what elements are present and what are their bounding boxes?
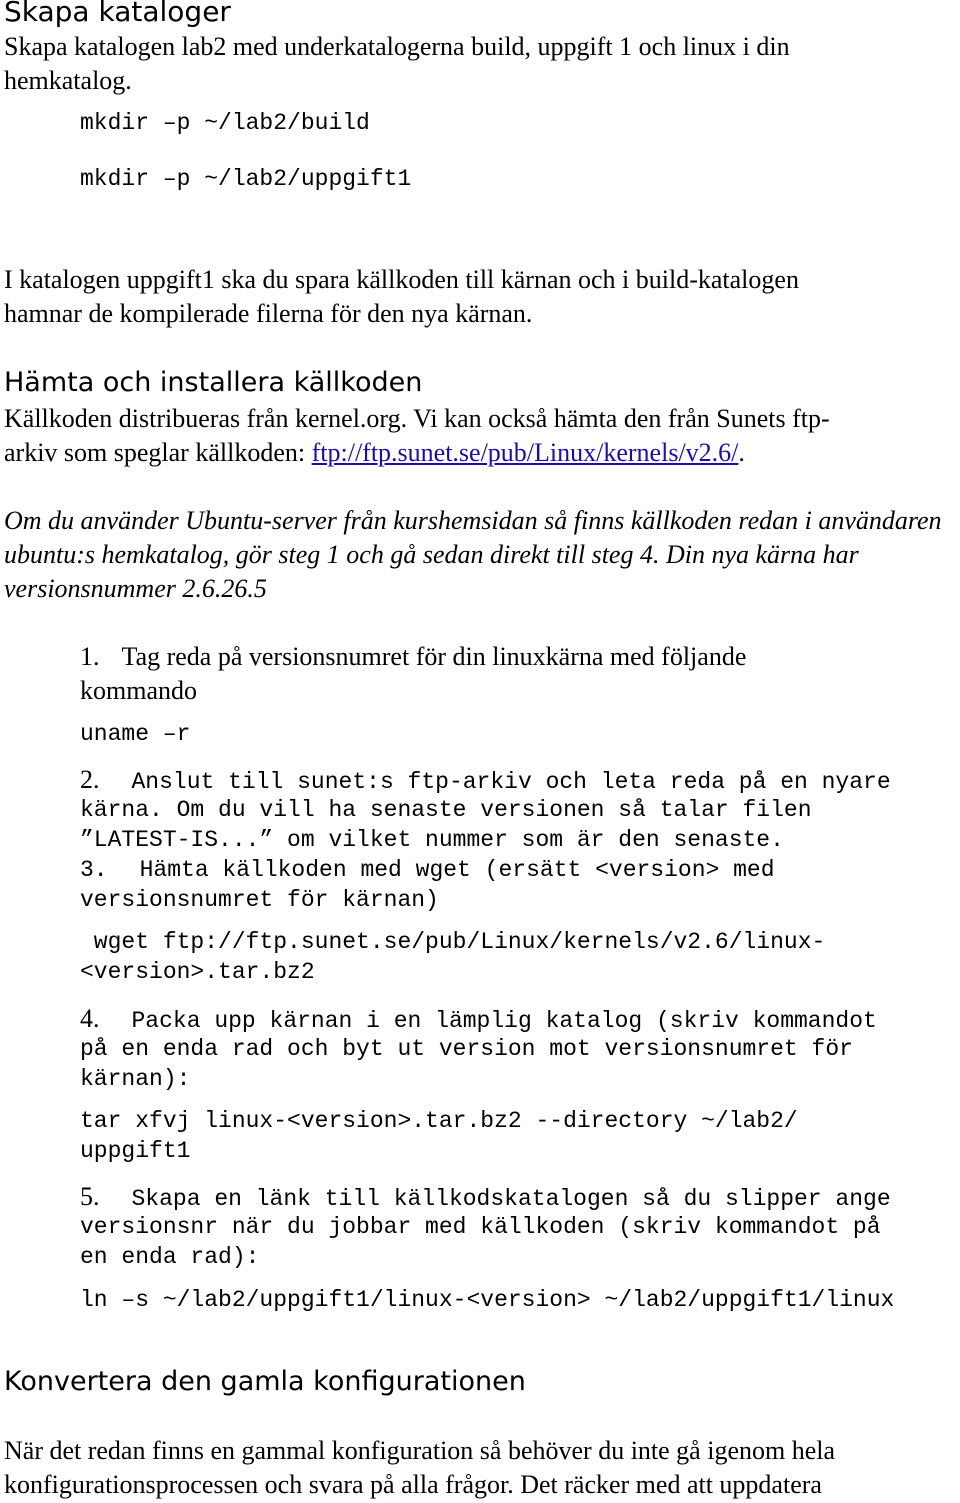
step-2-line-3: ”LATEST-IS...” om vilket nummer som är den senaste. — [80, 827, 784, 853]
step-5-number: 5. — [80, 1182, 100, 1211]
step-3-text: Hämta källkoden med wget (ersätt <version> med — [139, 857, 775, 883]
source-line-1: Källkoden distribueras från kernel.org. Vi kan också hämta den från Sunets ftp- — [4, 404, 830, 433]
step-2-number: 2. — [80, 765, 100, 794]
intro-line-1: Skapa katalogen lab2 med underkatalogerna build, uppgift 1 och linux i din — [4, 32, 790, 61]
step-2-line-2: kärna. Om du vill ha senaste versionen så talar filen — [80, 797, 812, 823]
step-4-text: Packa upp kärnan i en lämplig katalog (skriv kommandot — [131, 1008, 877, 1034]
paragraph-line-1: I katalogen uppgift1 ska du spara källkoden till kärnan och i build-katalogen — [4, 265, 799, 294]
konvertera-line-2: konfigurationsprocessen och svara på alla frågor. Det räcker med att uppdatera — [4, 1470, 822, 1499]
ubuntu-note-line-2: ubuntu:s hemkatalog, gör steg 1 och gå sedan direkt till steg 4. Din nya kärna har — [4, 540, 859, 569]
konvertera-line-1: När det redan finns en gammal konfiguration så behöver du inte gå igenom hela — [4, 1436, 836, 1465]
step-4-line-2: på en enda rad och byt ut version mot versionsnumret för — [80, 1036, 853, 1062]
step-5-text: Skapa en länk till källkodskatalogen så du slipper ange — [131, 1186, 891, 1212]
step-4-line-1 — [80, 1004, 877, 1036]
step-3-line-1 — [80, 855, 775, 885]
command-tar-line-1: tar xfvj linux-<version>.tar.bz2 --directory ~/lab2/ — [80, 1108, 798, 1134]
section-title-hamta: Hämta och installera källkoden — [4, 367, 423, 398]
step-4-line-3: kärnan): — [80, 1066, 191, 1092]
step-2-line-1 — [80, 765, 891, 797]
step-1-text: Tag reda på versionsnumret för din linuxkärna med följande — [121, 642, 747, 671]
source-line-2-suffix: . — [738, 438, 745, 467]
section-title-konvertera: Konvertera den gamla konfigurationen — [4, 1366, 526, 1397]
ftp-link[interactable]: ftp://ftp.sunet.se/pub/Linux/kernels/v2.6/ — [311, 438, 739, 467]
step-1-number: 1. — [80, 642, 100, 671]
intro-line-2: hemkatalog. — [4, 66, 132, 95]
command-uname: uname –r — [80, 721, 191, 747]
command-wget-line-2: <version>.tar.bz2 — [80, 959, 315, 985]
step-5-line-3: en enda rad): — [80, 1244, 260, 1270]
source-line-2-prefix: arkiv som speglar källkoden: — [4, 438, 312, 467]
command-mkdir-build: mkdir –p ~/lab2/build — [80, 110, 370, 136]
ubuntu-note-line-3: versionsnummer 2.6.26.5 — [4, 574, 267, 603]
source-line-2 — [4, 436, 745, 470]
section-title-skapa-kataloger: Skapa kataloger — [4, 0, 231, 28]
step-2-text: Anslut till sunet:s ftp-arkiv och leta reda på en nyare — [131, 769, 891, 795]
ubuntu-note-line-1: Om du använder Ubuntu-server från kurshemsidan så finns källkoden redan i användaren — [4, 506, 942, 535]
step-1-line-2: kommando — [80, 676, 197, 705]
paragraph-line-2: hamnar de kompilerade filerna för den nya kärnan. — [4, 299, 533, 328]
step-3-line-2: versionsnumret för kärnan) — [80, 887, 439, 913]
step-4-number: 4. — [80, 1004, 100, 1033]
step-5-line-1 — [80, 1182, 891, 1214]
command-ln: ln –s ~/lab2/uppgift1/linux-<version> ~/lab2/uppgift1/linux — [80, 1287, 895, 1313]
step-5-line-2: versionsnr när du jobbar med källkoden (skriv kommandot på — [80, 1214, 881, 1240]
command-mkdir-uppgift1: mkdir –p ~/lab2/uppgift1 — [80, 166, 412, 192]
step-3-number: 3. — [80, 857, 108, 883]
step-1-line-1 — [80, 640, 746, 674]
command-wget-line-1: wget ftp://ftp.sunet.se/pub/Linux/kernels/v2.6/linux- — [80, 929, 826, 955]
command-tar-line-2: uppgift1 — [80, 1138, 191, 1164]
